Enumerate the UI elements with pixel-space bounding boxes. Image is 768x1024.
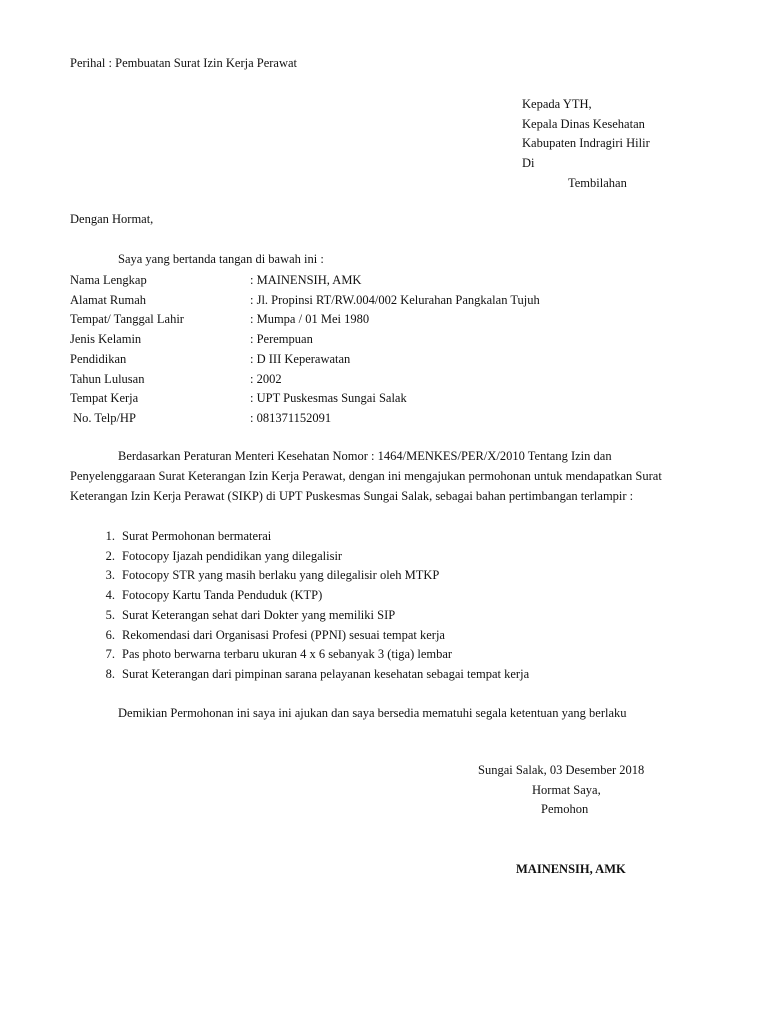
list-item	[70, 566, 529, 586]
field-label: Tempat/ Tanggal Lahir	[70, 312, 184, 327]
attachment-list	[70, 527, 529, 685]
list-text: Rekomendasi dari Organisasi Profesi (PPNI) sesuai tempat kerja	[122, 627, 445, 642]
field-value: : 2002	[250, 371, 282, 386]
addressee-line: Di	[522, 156, 535, 171]
field-value: : 081371152091	[250, 410, 332, 425]
list-item	[70, 626, 529, 646]
list-text: Surat Keterangan dari pimpinan sarana pelayanan kesehatan sebagai tempat kerja	[122, 666, 530, 681]
addressee-block	[522, 95, 650, 194]
field-label: No. Telp/HP	[70, 410, 136, 425]
field-row	[70, 330, 540, 350]
field-label: Tahun Lulusan	[70, 371, 145, 386]
field-label: Jenis Kelamin	[70, 332, 142, 347]
body-paragraph: Berdasarkan Peraturan Menteri Kesehatan Nomor : 1464/MENKES/PER/X/2010 Tentang Izin dan Penyelenggaraan Surat Keterangan Izin Kerja Perawat, dengan ini mengajukan permohonan untuk mendapatkan Surat Keterangan Izin Kerja Perawat (SIKP) di UPT Puskesmas Sungai Salak, sebagai bahan pertimbangan terlampir :	[70, 449, 662, 504]
list-text: Surat Keterangan sehat dari Dokter yang memiliki SIP	[122, 607, 396, 622]
field-row	[70, 271, 540, 291]
field-row	[70, 370, 540, 390]
addressee-line: Kepada YTH,	[522, 97, 592, 111]
list-number: 3.	[105, 568, 115, 583]
field-row	[70, 291, 540, 311]
list-item	[70, 606, 529, 626]
field-row	[70, 409, 540, 429]
list-number: 1.	[105, 529, 115, 543]
signature-regards: Hormat Saya,	[532, 783, 601, 797]
list-number: 5.	[105, 607, 115, 622]
list-text: Fotocopy Kartu Tanda Penduduk (KTP)	[122, 588, 323, 603]
closing-paragraph: Demikian Permohonan ini saya ini ajukan dan saya bersedia mematuhi segala ketentuan yang berlaku	[118, 706, 627, 720]
list-number: 6.	[105, 627, 115, 642]
list-item	[70, 665, 529, 685]
field-row	[70, 310, 540, 330]
list-number: 8.	[105, 666, 115, 681]
intro-text: Saya yang bertanda tangan di bawah ini :	[118, 252, 324, 266]
signature-role: Pemohon	[541, 802, 589, 816]
list-item	[70, 586, 529, 606]
field-label: Nama Lengkap	[70, 273, 147, 287]
field-value: : Mumpa / 01 Mei 1980	[250, 312, 370, 327]
field-value: : UPT Puskesmas Sungai Salak	[250, 391, 407, 406]
list-text: Pas photo berwarna terbaru ukuran 4 x 6 sebanyak 3 (tiga) lembar	[122, 647, 453, 662]
field-value: : MAINENSIH, AMK	[250, 273, 362, 287]
letter-subject: Perihal : Pembuatan Surat Izin Kerja Perawat	[70, 56, 298, 70]
field-row	[70, 389, 540, 409]
list-text: Fotocopy STR yang masih berlaku yang dilegalisir oleh MTKP	[122, 568, 440, 583]
field-label: Alamat Rumah	[70, 292, 147, 307]
list-number: 7.	[105, 647, 115, 662]
field-value: : D III Keperawatan	[250, 351, 351, 366]
list-number: 4.	[105, 588, 115, 603]
field-value: : Jl. Propinsi RT/RW.004/002 Kelurahan Pangkalan Tujuh	[250, 292, 540, 307]
list-text: Surat Permohonan bermaterai	[122, 529, 272, 543]
signature-name: MAINENSIH, AMK	[516, 862, 626, 876]
field-label: Pendidikan	[70, 351, 127, 366]
signature-place-date: Sungai Salak, 03 Desember 2018	[478, 763, 645, 777]
addressee-line: Kepala Dinas Kesehatan	[522, 116, 645, 131]
list-item	[70, 645, 529, 665]
field-label: Tempat Kerja	[70, 391, 139, 406]
salutation: Dengan Hormat,	[70, 212, 154, 226]
applicant-fields	[70, 271, 540, 429]
list-number: 2.	[105, 548, 115, 563]
addressee-city: Tembilahan	[568, 175, 627, 190]
addressee-line: Kabupaten Indragiri Hilir	[522, 136, 650, 151]
field-value: : Perempuan	[250, 332, 313, 347]
list-item	[70, 527, 529, 547]
list-text: Fotocopy Ijazah pendidikan yang dilegalisir	[122, 548, 343, 563]
field-row	[70, 350, 540, 370]
list-item	[70, 547, 529, 567]
